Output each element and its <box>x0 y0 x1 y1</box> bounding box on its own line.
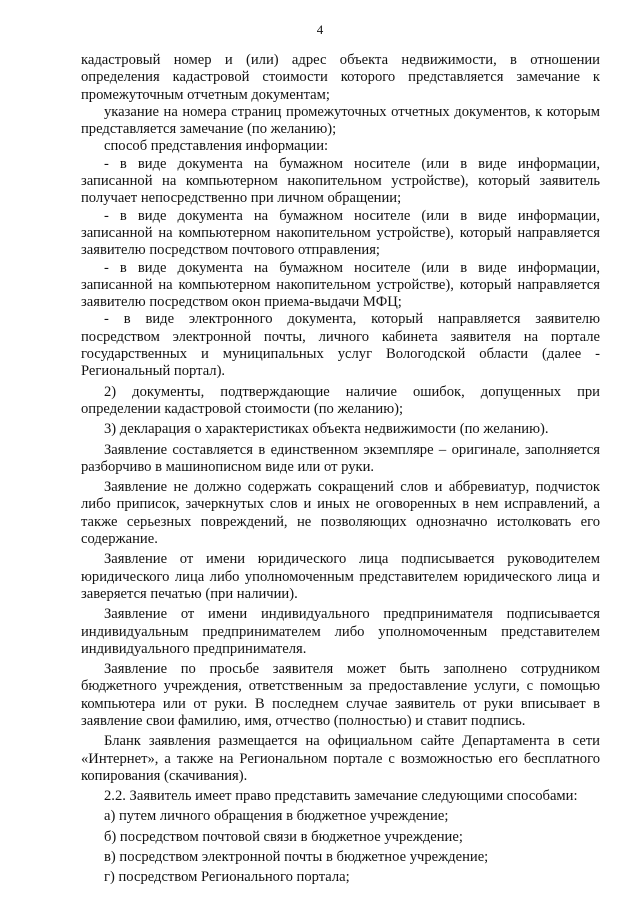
paragraph-method-electronic: - в виде электронного документа, который направляется заявителю посредством электронной почты, личного кабинета заявителя на портале государственных и муниципальных услуг Вологодской области (далее - Региональный портал). <box>81 311 600 380</box>
paragraph-single-copy: Заявление составляется в единственном экземпляре – оригинале, заполняется разборчиво в машинописном виде или от руки. <box>81 441 600 475</box>
paragraph-method-mfc: - в виде документа на бумажном носителе (или в виде информации, записанной на компьютерном накопительном устройстве), который направляется заявителю посредством окон приема-выдачи МФЦ; <box>81 259 600 311</box>
paragraph-option-b: б) посредством почтовой связи в бюджетное учреждение; <box>104 828 463 845</box>
paragraph-option-c: в) посредством электронной почты в бюджетное учреждение; <box>104 849 489 866</box>
paragraph-section-2-2: 2.2. Заявитель имеет право представить замечание следующими способами: <box>104 788 578 805</box>
paragraph-cadastral-number: кадастровый номер и (или) адрес объекта недвижимости, в отношении определения кадастровой стоимости которого представляется замечание к промежуточным отчетным документам; <box>81 52 600 103</box>
paragraph-entrepreneur: Заявление от имени индивидуального предпринимателя подписывается индивидуальным предпринимателем либо уполномоченным представителем индивидуального предпринимателя. <box>81 606 600 657</box>
paragraph-item-3: 3) декларация о характеристиках объекта недвижимости (по желанию). <box>104 421 549 438</box>
document-body <box>81 52 600 887</box>
paragraph-delivery-method: способ представления информации: <box>104 138 329 155</box>
page-number: 4 <box>316 22 324 37</box>
paragraph-legal-entity: Заявление от имени юридического лица подписывается руководителем юридического лица либо уполномоченным представителем юридического лица и заверяется печатью (при наличии). <box>81 551 600 602</box>
paragraph-method-post: - в виде документа на бумажном носителе (или в виде информации, записанной на компьютерном накопительном устройстве), который направляется заявителю посредством почтового отправления; <box>81 207 600 259</box>
paragraph-method-personal: - в виде документа на бумажном носителе (или в виде информации, записанной на компьютерном накопительном устройстве), который заявитель получает непосредственно при личном обращении; <box>81 155 600 207</box>
paragraph-form-location: Бланк заявления размещается на официальном сайте Департамента в сети «Интернет», а также на Региональном портале с возможностью его бесплатного копирования (скачивания). <box>81 733 600 784</box>
paragraph-option-d: г) посредством Регионального портала; <box>104 869 350 886</box>
paragraph-option-a: а) путем личного обращения в бюджетное учреждение; <box>104 808 449 825</box>
paragraph-item-2: 2) документы, подтверждающие наличие ошибок, допущенных при определении кадастровой стоимости (по желанию); <box>81 383 600 417</box>
paragraph-page-numbers: указание на номера страниц промежуточных отчетных документов, к которым представляется замечание (по желанию); <box>81 103 600 138</box>
paragraph-filled-by-staff: Заявление по просьбе заявителя может быть заполнено сотрудником бюджетного учреждения, ответственным за предоставление услуги, с помощью компьютера или от руки. В последнем случае заявитель от руки вписывает в заявление свои фамилию, имя, отчество (полностью) и ставит подпись. <box>81 661 600 729</box>
paragraph-no-abbreviations: Заявление не должно содержать сокращений слов и аббревиатур, подчисток либо приписок, зачеркнутых слов и иных не оговоренных в нем исправлений, а также серьезных повреждений, не позволяющих однозначно истолковать его содержание. <box>81 479 600 548</box>
